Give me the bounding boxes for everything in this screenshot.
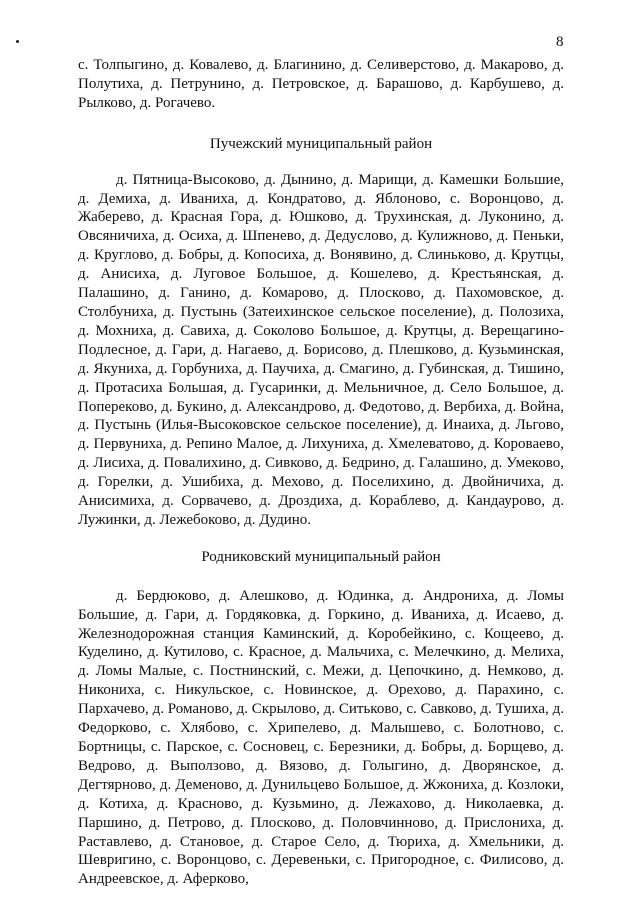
puchezh-paragraph: д. Пятница-Высоково, д. Дынино, д. Марищи, д. Камешки Большие, д. Демиха, д. Иваниха, д. Кондратово, д. Яблоново, с. Воронцово, д. Жаберево, д. Красная Гора, д. Юшково, д. Трухинская, д. Луконино, д. Овсяничиха, д. Осиха, д. Шпенево, д. Дедуслово, д. Кулижново, д. Пеньки, д. Круглово, д. Бобры, д. Копосиха, д. Вонявино, д. Слиньково, д. Крутцы, д. Анисиха, д. Луговое Большое, д. Кошелево, д. Крестьянская, д. Палашино, д. Ганино, д. Комарово, д. Плосково, д. Пахомовское, д. Столбуниха, д. Пустынь (Затеихинское сельское поселение), д. Полозиха, д. Мохниха, д. Савиха, д. Соколово Большое, д. Крутцы, д. Верещагино-Подлесное, д. Гари, д. Нагаево, д. Борисово, д. Плешково, д. Кузьминская, д. Якуниха, д. Горбуниха, д. Паучиха, д. Смагино, д. Губинская, д. Тишино, д. Протасиха Большая, д. Гусаринки, д. Мельничное, д. Село Большое, д. Попереково, д. Букино, д. Александрово, д. Федотово, д. Вербиха, д. Война, д. Пустынь (Илья-Высоковское сельское поселение), д. Инаиха, д. Льгово, д. Первуниха, д. Репино Малое, д. Лихуниха, д. Хмелеватово, д. Короваево, д. Лисиха, д. Повалихино, д. Сивково, д. Бедрино, д. Галашино, д. Умеково, д. Горелки, д. Ушибиха, д. Мехово, д. Поселихино, д. Двойничиха, д. Анисимиха, д. Сорвачево, д. Дроздиха, д. Кораблево, д. Кандаурово, д. Лужинки, д. Лежебоково, д. Дудино.: [78, 171, 564, 528]
section-heading-puchezh: Пучежский муниципальный район: [209, 135, 433, 152]
scan-dot-mark: [16, 40, 19, 43]
intro-paragraph: с. Толпыгино, д. Ковалево, д. Благинино, д. Селиверстово, д. Макарово, д. Полутиха, д. Петрунино, д. Петровское, д. Барашово, д. Карбушево, д. Рылково, д. Рогачево.: [78, 57, 564, 111]
page-number: 8: [556, 34, 564, 50]
section-heading-rodniki: Родниковский муниципальный район: [201, 548, 441, 565]
document-body: [78, 56, 564, 889]
rodniki-paragraph: д. Бердюково, д. Алешково, д. Юдинка, д. Андрониха, д. Ломы Большие, д. Гари, д. Гордяковка, д. Горкино, д. Иваниха, д. Исаево, д. Железнодорожная станция Каминский, д. Коробейкино, с. Кощеево, д. Куделино, д. Кутилово, с. Красное, д. Мальчиха, с. Мелечкино, д. Мелиха, д. Ломы Малые, с. Постнинский, с. Межи, д. Цепочкино, д. Немково, д. Никониха, с. Никульское, с. Новинское, д. Орехово, д. Парахино, с. Пархачево, д. Романово, д. Скрылово, д. Ситьково, с. Савково, д. Тушиха, д. Федорково, с. Хлябово, с. Хрипелево, д. Малышево, с. Болотново, с. Бортницы, с. Парское, с. Сосновец, с. Березники, д. Бобры, д. Борщево, д. Ведрово, д. Выползово, д. Вязово, д. Голыгино, д. Дворянское, д. Дегтярново, д. Деменово, д. Дунильцево Большое, д. Жжониха, д. Козлоки, д. Котиха, д. Красново, д. Кузьмино, д. Лежахово, д. Николаевка, д. Паршино, д. Петрово, д. Плосково, д. Половчинново, д. Прислониха, д. Раставлево, д. Становое, д. Старое Село, д. Тюриха, д. Хмельники, д. Шевригино, с. Воронцово, с. Деревеньки, с. Пригородное, с. Филисово, д. Андреевское, д. Аферково,: [78, 587, 564, 888]
